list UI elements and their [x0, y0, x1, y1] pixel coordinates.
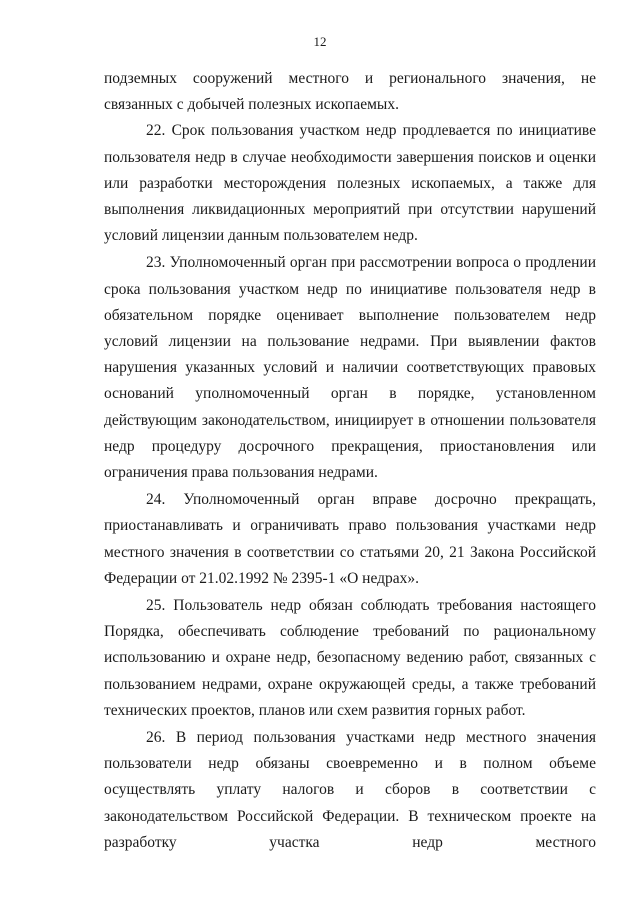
paragraph-23: 23. Уполномоченный орган при рассмотрении вопроса о продлении срока пользования участком недр по инициативе пользователя недр в обязательном порядке оценивает выполнение пользователем недр условий лицензии на пользование недрами. При выявлении фактов нарушения указанных условий и наличии соответствующих правовых оснований уполномоченный орган в порядке, установленном действующим законодательством, инициирует в отношении пользователя недр процедуру досрочного прекращения, приостановления или ограничения права пользования недрами.	[104, 254, 596, 482]
paragraph-26: 26. В период пользования участками недр местного значения пользователи недр обязаны своевременно и в полном объеме осуществлять уплату налогов и сборов в соответствии с законодательством Российской Федерации. В техническом проекте на разработку участка недр местного	[104, 729, 596, 851]
page-number: 12	[313, 34, 327, 49]
paragraph-24: 24. Уполномоченный орган вправе досрочно прекращать, приостанавливать и ограничивать право пользования участками недр местного значения в соответствии со статьями 20, 21 Закона Российской Федерации от 21.02.1992 № 2395-1 «О недрах».	[104, 491, 596, 587]
document-body	[104, 66, 596, 856]
paragraph-continuation: подземных сооружений местного и регионального значения, не связанных с добычей полезных ископаемых.	[104, 70, 596, 114]
paragraph-25: 25. Пользователь недр обязан соблюдать требования настоящего Порядка, обеспечивать соблюдение требований по рациональному использованию и охране недр, безопасному ведению работ, связанных с пользованием недрами, охране окружающей среды, а также требований технических проектов, планов или схем развития горных работ.	[104, 597, 596, 719]
paragraph-22: 22. Срок пользования участком недр продлевается по инициативе пользователя недр в случае необходимости завершения поисков и оценки или разработки месторождения полезных ископаемых, а также для выполнения ликвидационных мероприятий при отсутствии нарушений условий лицензии данным пользователем недр.	[104, 122, 596, 245]
